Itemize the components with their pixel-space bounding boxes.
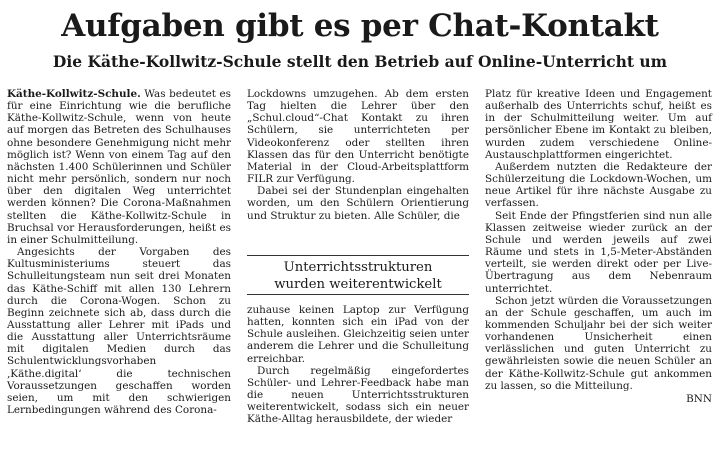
- paragraph: Schon jetzt würden die Voraussetzungen an der Schule geschaffen, um auch im kommenden Schuljahr bei der sich weiter vorhandenen Unsicherheit einen verlässlichen und guten Unterricht zu gewährleisten sowie die neuen Schüler an der Käthe-Kollwitz-Schule gut ankommen zu lassen, so die Mitteilung.: [485, 294, 712, 392]
- intermediate-heading-line-1: Unterrichtsstrukturen: [283, 260, 433, 275]
- column-2-bottom: [247, 304, 469, 426]
- intermediate-heading-line-2: wurden weiterentwickelt: [274, 277, 442, 292]
- subheadline: Die Käthe-Kollwitz-Schule stellt den Betrieb auf Online-Unterricht um: [52, 52, 668, 71]
- paragraph: Dabei sei der Stundenplan eingehalten worden, um den Schülern Orientierung und Struktur zu bieten. Alle Schüler, die: [247, 185, 469, 222]
- paragraph: Durch regelmäßig eingefordertes Schüler- und Lehrer-Feedback habe man die neuen Unterrichtsstrukturen weiterentwickelt, sodass sich ein neuer Käthe-Alltag herausbildete, der wieder: [247, 364, 469, 426]
- paragraph: Platz für kreative Ideen und Engagement außerhalb des Unterrichts schuf, heißt es in der Schulmitteilung weiter. Um auf persönlicher Ebene im Kontakt zu bleiben, wurden zudem verschiedene Online-Austauschplattformen eingerichtet.: [485, 88, 712, 161]
- paragraph: [7, 88, 231, 246]
- paragraph: Außerdem nutzten die Redakteure der Schülerzeitung die Lockdown-Wochen, um neue Artikel für ihre nächste Ausgabe zu verfassen.: [485, 160, 712, 210]
- byline: BNN: [686, 392, 712, 405]
- paragraph: Angesichts der Vorgaben des Kultusministeriums steuert das Schulleitungsteam nun seit drei Monaten das Käthe-Schiff mit allen 130 Lehrern durch die Corona-Wogen. Schon zu Beginn zeichnete sich ab, dass durch die Ausstattung aller Lehrer mit iPads und die Ausstattung aller Unterrichtsräume mit digitalen Medien durch das Schulentwicklungsvorhaben ‚Käthe.digital‘ die technischen Voraussetzungen geschaffen worden seien, um mit den schwierigen Lernbedingungen während des Corona-: [7, 246, 231, 417]
- paragraph-text: Was bedeutet es für eine Einrichtung wie die berufliche Käthe-Kollwitz-Schule, wenn von heute auf morgen das Betreten des Schulhauses ohne besondere Genehmigung nicht mehr möglich ist? Wenn von einem Tag auf den nächsten 1.400 Schülerinnen und Schüler nicht mehr persönlich, sondern nur noch über den digitalen Weg unterrichtet werden können? Die Corona-Maßnahmen stellten die Käthe-Kollwitz-Schule in Bruchsal vor Herausforderungen, heißt es in einer Schulmitteilung.: [7, 88, 231, 246]
- column-1: [7, 88, 231, 416]
- paragraph: Lockdowns umzugehen. Ab dem ersten Tag hielten die Lehrer über den „Schul.cloud“-Chat Kontakt zu ihren Schülern, sie unterrichteten per Videokonferenz oder stellten ihren Klassen das für den Unterricht benötigte Material in der Cloud-Arbeitsplattform FILR zur Verfügung.: [247, 88, 469, 186]
- paragraph: Seit Ende der Pfingstferien sind nun alle Klassen zeitweise wieder zurück an der Schule und werden jeweils auf zwei Räume und stets in 1,5-Meter-Abständen verteilt, sie werden direkt oder per Live-Übertragung aus dem Nebenraum unterrichtet.: [485, 209, 712, 295]
- column-3: [485, 88, 712, 405]
- intermediate-heading: [247, 255, 469, 295]
- kicker: Käthe-Kollwitz-Schule.: [7, 88, 141, 100]
- paragraph: zuhause keinen Laptop zur Verfügung hatten, konnten sich ein iPad von der Schule ausleihen. Gleichzeitig seien unter anderem die Lehrer und die Schulleitung erreichbar.: [247, 304, 469, 365]
- column-2-top: [247, 88, 469, 222]
- headline: Aufgaben gibt es per Chat-Kontakt: [61, 8, 659, 44]
